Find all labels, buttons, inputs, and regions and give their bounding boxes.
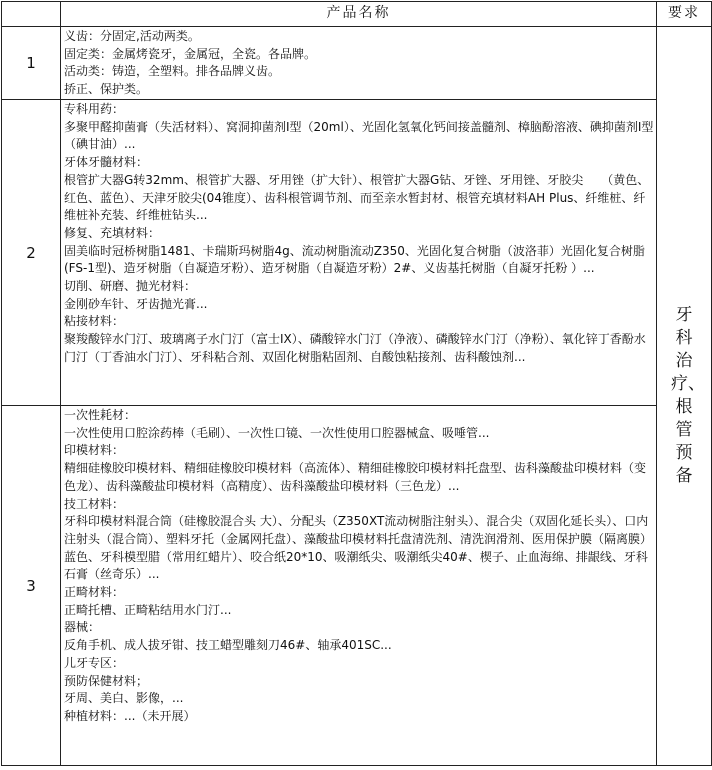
- description-line: 儿牙专区：: [64, 655, 125, 670]
- row-index: 1: [2, 27, 61, 100]
- description-line: 一次性使用口腔涂药棒（毛刷）、一次性口镜、一次性使用口腔器械盒、吸唾管...: [64, 425, 490, 440]
- description-line: 反角手机、成人拔牙钳、技工蜡型雕刻刀46#、轴承401SC...: [64, 638, 392, 653]
- description-line: 一次性耗材：: [64, 408, 137, 422]
- description-line: 金刚砂车针、牙齿抛光膏...: [64, 296, 208, 311]
- description-line: 精细硅橡胶印模材料、精细硅橡胶印模材料（高流体）、精细硅橡胶印模材料托盘型、齿科藻酸盐印模材料（变色龙）、齿科藻酸盐印模材料（高精度）、齿科藻酸盐印模材料（三色龙）...: [64, 461, 647, 493]
- description-line: 印模材料：: [64, 443, 125, 458]
- description-line: 聚羧酸锌水门汀、玻璃离子水门汀（富士IX）、磷酸锌水门汀（净液）、磷酸锌水门汀（净粉）、氧化锌丁香酚水门汀（丁香油水门汀）、牙科粘合剂、双固化树脂粘固剂、自酸蚀粘接剂、齿科酸蚀剂...: [64, 332, 646, 364]
- description-line: 正畸托槽、正畸粘结用水门汀...: [64, 602, 232, 617]
- product-description-cell: [61, 406, 657, 766]
- row-index: 2: [2, 100, 61, 406]
- description-line: 种植材料：...（未开展）: [64, 708, 196, 723]
- description-line: 挢正、保护类。: [64, 82, 149, 97]
- table-row: [2, 406, 712, 766]
- requirement-cell: [657, 27, 712, 766]
- description-line: 专科用药：: [64, 102, 125, 116]
- product-name-header: 产品名称: [61, 2, 657, 27]
- index-header-cell: [2, 2, 61, 27]
- requirement-text: 牙科治疗、根管预备: [671, 305, 705, 486]
- description-line: 修复、充填材料：: [64, 225, 161, 240]
- description-line: 固定类：金属烤瓷牙，金属冠，全瓷。各品牌。: [64, 46, 317, 61]
- description-line: 技工材料：: [64, 496, 125, 511]
- table-header-row: [2, 2, 712, 27]
- product-table: [1, 1, 712, 766]
- description-line: 牙科印模材料混合筒（硅橡胶混合头 大）、分配头（Z350XT流动树脂注射头）、混合尖（双固化延长头）、口内注射头（混合筒）、塑料牙托（金属网托盘）、藻酸盐印模材料托盘清洗剂、清洗润滑剂、医用保护膜（隔离膜）蓝色、牙科模型腊（常用红蜡片）、咬合纸20*10、吸潮纸尖、吸潮纸尖40#、楔子、止血海绵、排龈线、牙科石膏（丝奇乐）...: [64, 514, 653, 582]
- product-description-cell: [61, 100, 657, 406]
- description-line: 多聚甲醛抑菌膏（失活材料）、窝洞抑菌剂I型（20ml）、光固化氢氧化钙间接盖髓剂、樟脑酚溶液、碘抑菌剂I型（碘甘油）...: [64, 119, 654, 152]
- description-line: 粘接材料：: [64, 314, 125, 329]
- description-line: 预防保健材料；: [64, 673, 149, 688]
- product-description-cell: [61, 27, 657, 100]
- description-line: 固美临时冠桥树脂1481、卡瑞斯玛树脂4g、流动树脂流动Z350、光固化复合树脂（波洛菲）光固化复合树脂(FS-1型)、造牙树脂（自凝造牙粉）、造牙树脂（自凝造牙粉）2#、义齿基托树脂（自凝牙托粉 ）...: [64, 243, 645, 276]
- description-line: 正畸材料：: [64, 585, 125, 600]
- description-line: 活动类：铸造，全塑料。排各品牌义齿。: [64, 64, 281, 79]
- table-row: [2, 100, 712, 406]
- description-line: 牙体牙髓材料：: [64, 155, 149, 170]
- description-line: 根管扩大器G转32mm、根管扩大器、牙用锉（扩大针）、根管扩大器G钻、牙锉、牙用锉、牙胶尖 （黄色、红色、蓝色）、天津牙胶尖(04锥度）、齿科根管调节剂、而至亲水暂封材、根管充填材料AH Plus、纤维桩、纤维桩补充装、纤维桩钻头...: [64, 172, 650, 223]
- description-line: 切削、研磨、抛光材料：: [64, 279, 197, 294]
- table-row: [2, 27, 712, 100]
- description-line: 器械：: [64, 620, 101, 635]
- requirement-header: 要求: [657, 2, 712, 27]
- description-line: 牙周、美白、影像，...: [64, 691, 184, 706]
- description-line: 义齿：分固定,活动两类。: [64, 29, 200, 43]
- row-index: 3: [2, 406, 61, 766]
